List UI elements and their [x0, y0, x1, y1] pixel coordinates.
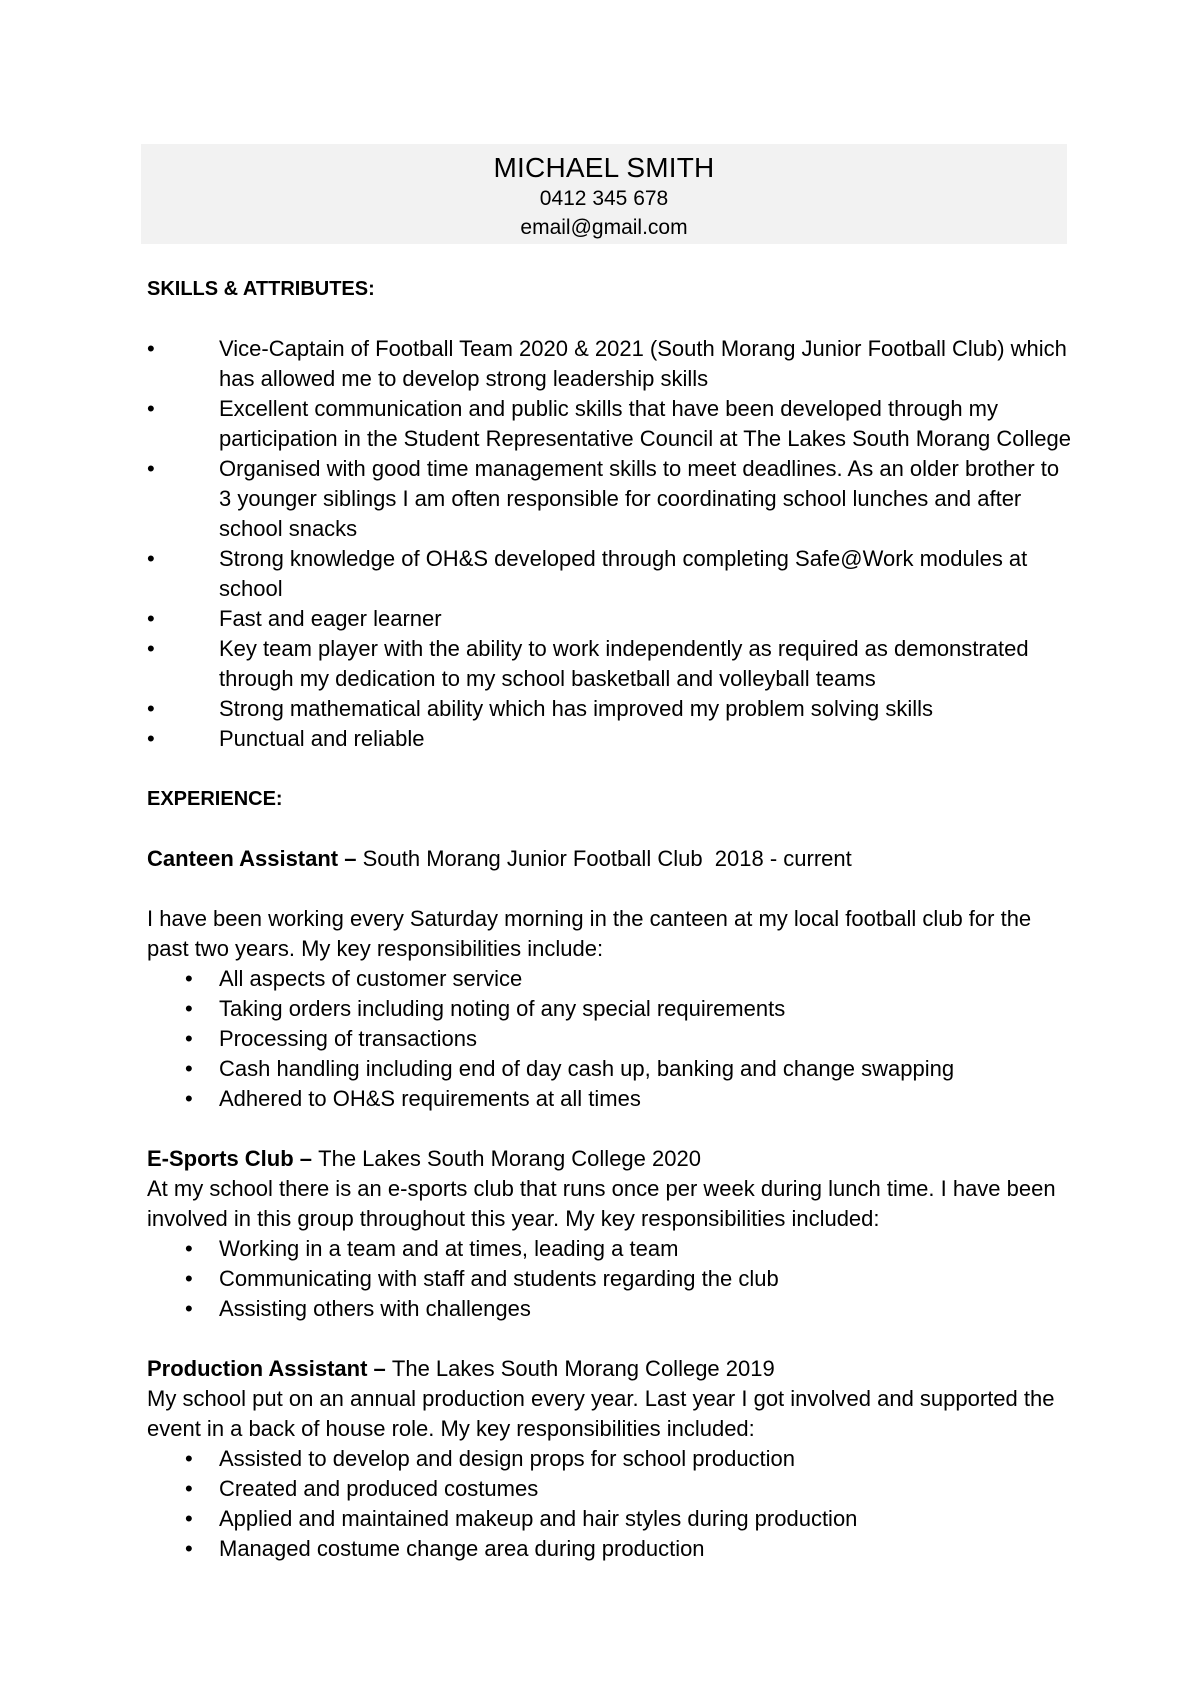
skill-text: Organised with good time management skills to meet deadlines. As an older brother to 3 younger siblings I am often responsible for coordinating school lunches and after school snacks	[219, 456, 1060, 541]
duties-list	[147, 1234, 1077, 1324]
duty-text: Processing of transactions	[219, 1026, 478, 1051]
duty-text: Taking orders including noting of any special requirements	[219, 996, 786, 1021]
bullet-icon: •	[185, 1056, 193, 1081]
skill-item	[147, 634, 1077, 694]
duty-item	[147, 1444, 1077, 1474]
bullet-icon: •	[185, 1446, 193, 1471]
duty-text: All aspects of customer service	[219, 966, 523, 991]
duty-item	[147, 1534, 1077, 1564]
job-title-line	[147, 1144, 1077, 1174]
bullet-icon: •	[147, 606, 155, 631]
duties-list	[147, 1444, 1077, 1564]
job-title-line	[147, 844, 1077, 874]
skill-text: Excellent communication and public skills that have been developed through my participation in the Student Representative Council at The Lakes South Morang College	[219, 396, 1072, 451]
skill-item	[147, 394, 1077, 454]
bullet-icon: •	[147, 336, 155, 361]
skills-list	[147, 334, 1077, 754]
duty-item	[147, 1024, 1077, 1054]
skill-text: Key team player with the ability to work independently as required as demonstrated through my dedication to my school basketball and volleyball teams	[219, 636, 1029, 691]
job-entry	[147, 1144, 1077, 1324]
duty-item	[147, 994, 1077, 1024]
experience-heading: EXPERIENCE:	[147, 788, 283, 810]
skill-text: Strong mathematical ability which has improved my problem solving skills	[219, 696, 934, 721]
bullet-icon: •	[147, 636, 155, 661]
bullet-icon: •	[147, 396, 155, 421]
bullet-icon: •	[147, 546, 155, 571]
duty-text: Working in a team and at times, leading a team	[219, 1236, 679, 1261]
skill-item	[147, 604, 1077, 634]
job-description: At my school there is an e-sports club that runs once per week during lunch time. I have been involved in this group throughout this year. My key responsibilities included:	[147, 1176, 1056, 1231]
bullet-icon: •	[185, 1476, 193, 1501]
job-separator: –	[293, 1146, 319, 1171]
job-organisation: The Lakes South Morang College 2020	[318, 1146, 701, 1171]
duty-text: Assisting others with challenges	[219, 1296, 531, 1321]
phone-number: 0412 345 678	[539, 187, 669, 210]
bullet-icon: •	[147, 696, 155, 721]
bullet-icon: •	[185, 996, 193, 1021]
duty-text: Managed costume change area during production	[219, 1536, 705, 1561]
job-description: My school put on an annual production every year. Last year I got involved and supported the event in a back of house role. My key responsibilities included:	[147, 1386, 1055, 1441]
bullet-icon: •	[185, 1296, 193, 1321]
skill-item	[147, 544, 1077, 604]
job-title-line	[147, 1354, 1077, 1384]
job-organisation: The Lakes South Morang College 2019	[391, 1356, 775, 1381]
header-box	[141, 144, 1067, 244]
duty-text: Applied and maintained makeup and hair styles during production	[219, 1506, 858, 1531]
job-organisation: South Morang Junior Football Club 2018 - current	[362, 846, 852, 871]
job-entry	[147, 1354, 1077, 1564]
duty-text: Adhered to OH&S requirements at all times	[219, 1086, 641, 1111]
skill-item	[147, 334, 1077, 394]
bullet-icon: •	[185, 1506, 193, 1531]
duty-item	[147, 964, 1077, 994]
email-address: email@gmail.com	[520, 216, 688, 239]
bullet-icon: •	[185, 1026, 193, 1051]
skill-text: Vice-Captain of Football Team 2020 & 2021 (South Morang Junior Football Club) which has allowed me to develop strong leadership skills	[219, 336, 1067, 391]
bullet-icon: •	[185, 1236, 193, 1261]
job-entry	[147, 844, 1077, 1114]
duty-item	[147, 1294, 1077, 1324]
bullet-icon: •	[147, 456, 155, 481]
skill-item	[147, 694, 1077, 724]
bullet-icon: •	[185, 1086, 193, 1111]
bullet-icon: •	[185, 1266, 193, 1291]
bullet-icon: •	[185, 966, 193, 991]
job-separator: –	[367, 1356, 392, 1381]
duty-item	[147, 1084, 1077, 1114]
skill-item	[147, 724, 1077, 754]
bullet-icon: •	[147, 726, 155, 751]
duty-text: Assisted to develop and design props for school production	[219, 1446, 796, 1471]
duty-item	[147, 1264, 1077, 1294]
candidate-name: MICHAEL SMITH	[493, 152, 715, 183]
duty-text: Communicating with staff and students regarding the club	[219, 1266, 779, 1291]
duty-item	[147, 1054, 1077, 1084]
job-description: I have been working every Saturday morning in the canteen at my local football club for the past two years. My key responsibilities include:	[147, 906, 1032, 961]
resume-content	[147, 274, 1077, 1564]
skill-text: Strong knowledge of OH&S developed through completing Safe@Work modules at school	[219, 546, 1028, 601]
duties-list	[147, 964, 1077, 1114]
duty-item	[147, 1474, 1077, 1504]
job-separator: –	[338, 846, 363, 871]
bullet-icon: •	[185, 1536, 193, 1561]
duty-text: Cash handling including end of day cash up, banking and change swapping	[219, 1056, 955, 1081]
skill-text: Punctual and reliable	[219, 726, 425, 751]
skills-heading: SKILLS & ATTRIBUTES:	[147, 278, 375, 300]
duty-item	[147, 1234, 1077, 1264]
job-title: Canteen Assistant	[147, 846, 339, 871]
job-title: E-Sports Club	[147, 1146, 294, 1171]
duty-item	[147, 1504, 1077, 1534]
duty-text: Created and produced costumes	[219, 1476, 539, 1501]
job-title: Production Assistant	[147, 1356, 368, 1381]
skill-item	[147, 454, 1077, 544]
skill-text: Fast and eager learner	[219, 606, 442, 631]
